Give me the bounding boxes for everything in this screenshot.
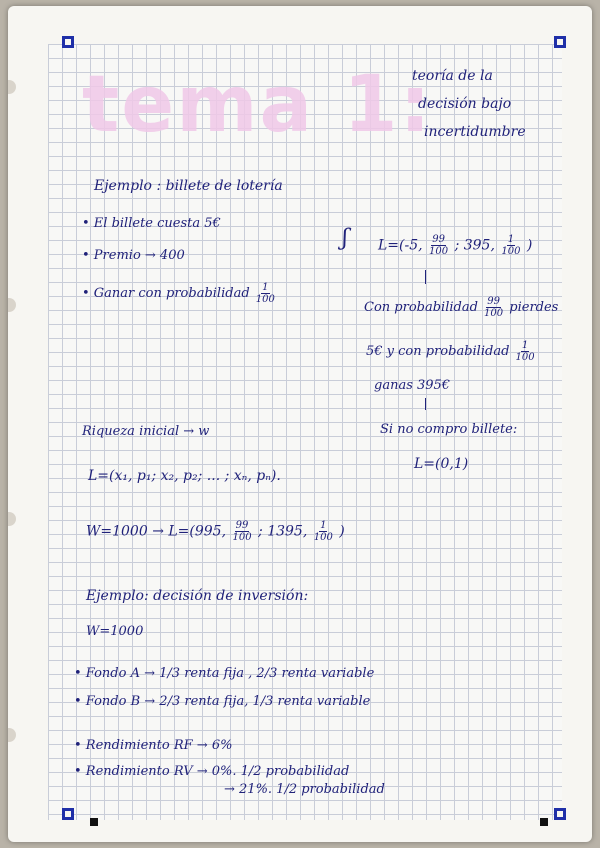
bullet-line: • Premio → 400 [82,248,185,263]
subtitle-line: teoría de la [412,68,493,84]
explanation-line: Con probabilidad $\frac{99}{100}$ pierdes [364,296,559,319]
return-line: • Rendimiento RV → 0%. 1/2 probabilidad [74,764,350,779]
wealth-line: Riqueza inicial → w [82,424,210,439]
page-square-marker [90,818,98,826]
corner-marker-icon [62,36,74,48]
bullet-line: • El billete cuesta 5€ [82,216,221,231]
return-line: • Rendimiento RF → 6% [74,738,233,753]
corner-marker-icon [554,808,566,820]
lottery-expression: L=(-5, $\frac{99}{100}$ ; 395, $\frac{1}{100}$ ) [378,234,533,257]
explanation-line: 5€ y con probabilidad $\frac{1}{100}$ [366,340,535,363]
notebook-page [8,6,592,842]
corner-marker-icon [554,36,566,48]
page-title: tema 1: [82,60,433,150]
bracket-mark: ʃ [342,226,348,251]
fraction: $\frac{1}{100}$ [515,340,535,363]
fraction: $\frac{99}{100}$ [484,296,504,319]
fraction: $\frac{1}{100}$ [255,282,275,305]
wealth-line: L=(x₁, p₁; x₂, p₂; ... ; xₙ, pₙ). [88,468,281,484]
example2-w: W=1000 [86,624,144,639]
fund-line: • Fondo A → 1/3 renta fija , 2/3 renta variable [74,666,375,681]
binder-hole [8,80,16,94]
subtitle-line: incertidumbre [424,124,526,140]
subtitle-line: decisión bajo [418,96,512,112]
binder-hole [8,728,16,742]
fraction: $\frac{1}{100}$ [313,520,333,543]
explanation-line: ganas 395€ [374,378,451,393]
example2-heading: Ejemplo: decisión de inversión: [86,588,309,604]
wealth-line: W=1000 → L=(995, $\frac{99}{100}$ ; 1395, $\frac{1}{100}$ ) [86,520,345,543]
fraction: $\frac{99}{100}$ [232,520,252,543]
corner-marker-icon [62,808,74,820]
page-square-marker [540,818,548,826]
fraction: $\frac{1}{100}$ [501,234,521,257]
binder-hole [8,298,16,312]
fraction: $\frac{99}{100}$ [429,234,449,257]
down-arrow-icon [425,398,426,410]
example1-heading: Ejemplo : billete de lotería [94,178,283,194]
fund-line: • Fondo B → 2/3 renta fija, 1/3 renta variable [74,694,371,709]
down-arrow-icon [425,270,426,284]
explanation-line: L=(0,1) [414,456,469,472]
binder-hole [8,512,16,526]
bullet-line: • Ganar con probabilidad $\frac{1}{100}$ [82,282,275,305]
explanation-line: Si no compro billete: [380,422,518,437]
return-line: → 21%. 1/2 probabilidad [224,782,385,797]
